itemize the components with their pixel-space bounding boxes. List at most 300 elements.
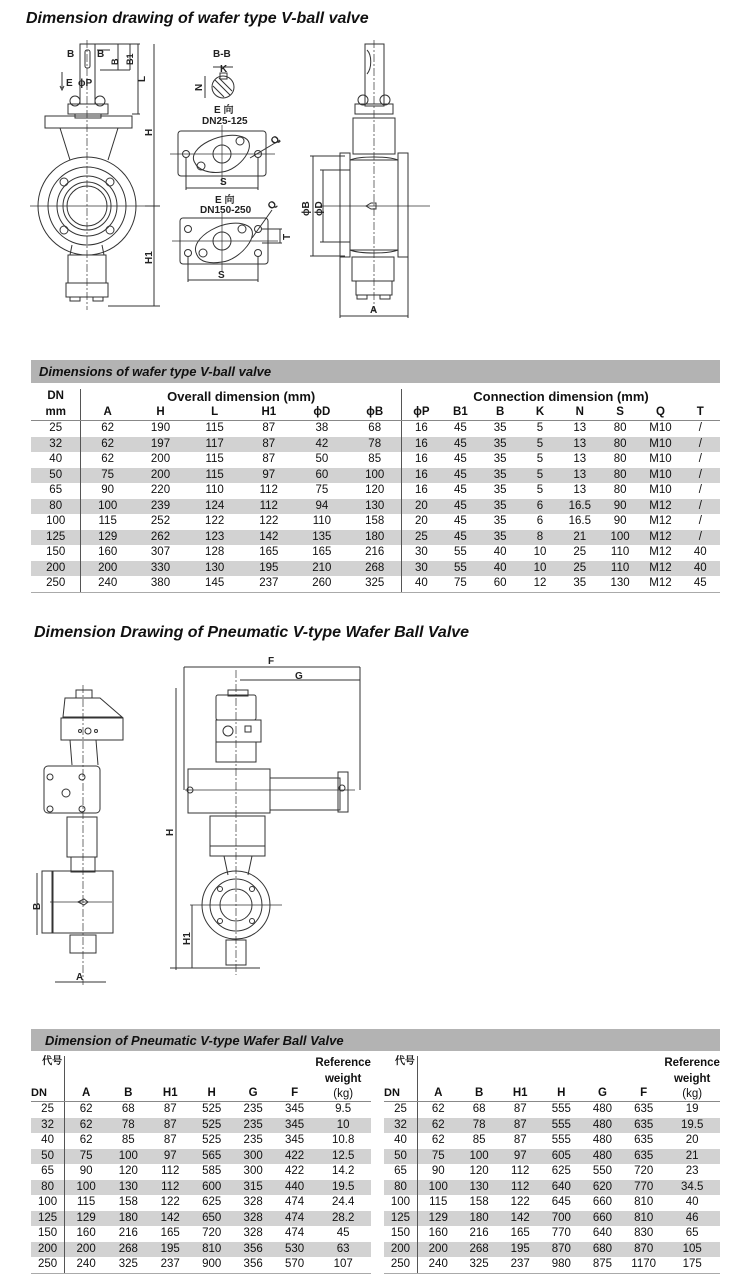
value-cell: 78 xyxy=(459,1118,500,1134)
dn-cell: 80 xyxy=(31,499,81,515)
value-cell: 200 xyxy=(417,1242,458,1258)
value-cell: M12 xyxy=(640,576,680,592)
value-cell: 20 xyxy=(401,499,440,515)
value-cell: 35 xyxy=(493,453,507,465)
value-cell: 115 xyxy=(76,1196,96,1208)
value-cell: 158 xyxy=(348,514,401,530)
svg-text:E: E xyxy=(66,78,73,89)
svg-text:DN150-250: DN150-250 xyxy=(200,205,252,216)
value-cell: 87 xyxy=(262,422,276,434)
value-cell: 62 xyxy=(79,1134,93,1146)
value-cell: 640 xyxy=(592,1227,613,1239)
value-cell: 130 xyxy=(600,576,640,592)
value-cell: 142 xyxy=(242,530,295,546)
value-cell: 100 xyxy=(107,1149,149,1165)
dn-cell: 200 xyxy=(31,1242,65,1258)
svg-text:Q: Q xyxy=(265,198,280,212)
value-cell: 30 xyxy=(401,561,440,577)
value-cell: 21 xyxy=(664,1149,720,1165)
value-cell: / xyxy=(698,484,702,496)
value-cell: 142 xyxy=(150,1211,191,1227)
connection-dimension-header: Connection dimension (mm) xyxy=(473,389,649,404)
table-row xyxy=(31,1226,371,1242)
dn-cell: 50 xyxy=(31,1149,65,1165)
value-cell: 640 xyxy=(541,1180,582,1196)
value-cell: 62 xyxy=(101,453,115,465)
value-cell: 9.5 xyxy=(335,1103,352,1115)
value-cell: 115 xyxy=(98,515,117,527)
value-cell: 85 xyxy=(348,452,401,468)
table-row xyxy=(384,1226,720,1242)
svg-text:ϕP: ϕP xyxy=(78,78,93,89)
value-cell: 900 xyxy=(191,1257,232,1273)
value-cell: / xyxy=(681,468,720,484)
value-cell: 75 xyxy=(315,484,329,496)
value-cell: 5 xyxy=(536,453,544,465)
value-cell: 220 xyxy=(150,484,171,496)
value-cell: 239 xyxy=(134,499,187,515)
value-cell: 625 xyxy=(551,1165,571,1177)
value-cell: 115 xyxy=(429,1196,448,1208)
value-cell: 97 xyxy=(150,1149,191,1165)
dn-label: DN xyxy=(384,1086,400,1099)
value-cell: 5 xyxy=(520,437,559,453)
value-cell: 62 xyxy=(431,1134,445,1146)
value-cell: 45 xyxy=(441,499,480,515)
value-cell: 175 xyxy=(664,1257,720,1273)
value-cell: 25 xyxy=(573,546,587,558)
dn-cell: 32 xyxy=(31,437,81,453)
value-cell: 356 xyxy=(232,1257,273,1273)
value-cell: 210 xyxy=(295,561,348,577)
svg-text:B: B xyxy=(110,58,120,65)
value-cell: 165 xyxy=(510,1227,530,1239)
value-cell: 356 xyxy=(232,1242,273,1258)
value-cell: 13 xyxy=(573,484,587,496)
value-cell: 480 xyxy=(582,1118,623,1134)
svg-text:DN25-125: DN25-125 xyxy=(202,116,248,127)
value-cell: 260 xyxy=(295,576,348,592)
value-cell: 35 xyxy=(560,576,600,592)
svg-text:B-B: B-B xyxy=(213,49,231,60)
dn-cell: 40 xyxy=(31,1133,65,1149)
dn-cell: 50 xyxy=(31,468,81,484)
value-cell: 20 xyxy=(685,1134,699,1146)
dn-header: DN xyxy=(31,389,81,405)
dn-cell: 25 xyxy=(384,1102,417,1118)
value-cell: 90 xyxy=(613,515,627,527)
value-cell: 122 xyxy=(510,1196,530,1208)
table-row xyxy=(384,1149,720,1165)
value-cell: 555 xyxy=(551,1103,571,1115)
value-cell: 20 xyxy=(414,515,428,527)
table-row xyxy=(31,1195,371,1211)
dn-cell: 40 xyxy=(31,452,81,468)
value-cell: 10 xyxy=(315,1118,371,1134)
value-cell: 115 xyxy=(205,422,224,434)
svg-text:T: T xyxy=(282,233,293,240)
value-cell: 240 xyxy=(65,1257,107,1273)
value-cell: 122 xyxy=(160,1196,180,1208)
value-cell: 62 xyxy=(101,422,115,434)
value-cell: 300 xyxy=(243,1165,263,1177)
value-cell: 555 xyxy=(541,1118,582,1134)
value-cell: 216 xyxy=(469,1227,489,1239)
value-cell: 870 xyxy=(623,1242,664,1258)
dn-cell: 150 xyxy=(384,1226,417,1242)
value-cell: 62 xyxy=(65,1118,107,1134)
value-cell: 16 xyxy=(401,437,440,453)
value-cell: 45 xyxy=(453,453,467,465)
value-cell: 325 xyxy=(107,1257,149,1273)
value-cell: M10 xyxy=(640,437,680,453)
value-cell: 422 xyxy=(285,1165,305,1177)
value-cell: 105 xyxy=(664,1242,720,1258)
value-cell: 870 xyxy=(541,1242,582,1258)
value-cell: 160 xyxy=(98,546,118,558)
value-cell: 635 xyxy=(634,1103,654,1115)
value-cell: 68 xyxy=(121,1103,135,1115)
value-cell: 80 xyxy=(600,437,640,453)
section1-title: Dimension drawing of wafer type V-ball valve xyxy=(26,10,369,27)
value-cell: 345 xyxy=(274,1118,315,1134)
value-cell: 115 xyxy=(205,453,224,465)
svg-text:H: H xyxy=(165,828,176,836)
dn-cell: 150 xyxy=(31,545,81,561)
value-cell: / xyxy=(698,453,702,465)
value-cell: 165 xyxy=(160,1227,180,1239)
value-cell: 13 xyxy=(573,453,587,465)
svg-text:G: G xyxy=(295,671,303,682)
svg-text:E 向: E 向 xyxy=(215,195,235,206)
dn-cell: 200 xyxy=(31,561,81,577)
value-cell: 122 xyxy=(205,515,225,527)
value-cell: 474 xyxy=(285,1227,305,1239)
svg-text:ϕD: ϕD xyxy=(314,201,325,216)
value-cell: 328 xyxy=(243,1227,263,1239)
value-cell: 28.2 xyxy=(315,1211,371,1227)
table-row xyxy=(31,1118,371,1134)
value-cell: M12 xyxy=(649,546,672,558)
value-cell: 30 xyxy=(414,546,428,558)
value-cell: 810 xyxy=(623,1211,664,1227)
dn-cell: 80 xyxy=(31,1180,65,1196)
value-cell: 16 xyxy=(414,453,428,465)
table-row xyxy=(384,1180,720,1196)
table2-left-single-acting: 代号 DN A B H1 H G F Reference weight (kg) 25 62 68 87 525 235 345 9.5 32 62 78 87 525 235 345 10 40 62 85 87 525 235 345 10.8 50 75 100 97 565 300 422 12.5 65 90 120 112 585 300 422 14.2 80 100 130 112 600 315 440 19.5 100 115 158 122 625 328 474 24.4 125 129 180 142 650 328 474 28.2 150 160 216 165 720 328 474 45 200 200 268 195 810 356 530 63 250 240 325 237 900 356 570 107 xyxy=(31,1056,371,1274)
table-row xyxy=(384,1118,720,1134)
value-cell: 24.4 xyxy=(331,1196,355,1208)
value-cell: 45 xyxy=(453,515,467,527)
value-cell: 112 xyxy=(242,499,295,515)
value-cell: 129 xyxy=(417,1211,458,1227)
value-cell: 142 xyxy=(500,1211,541,1227)
value-cell: 117 xyxy=(187,437,242,453)
svg-text:F: F xyxy=(268,656,275,667)
value-cell: 650 xyxy=(191,1211,232,1227)
value-cell: 110 xyxy=(205,484,224,496)
value-cell: 440 xyxy=(274,1180,315,1196)
svg-text:K: K xyxy=(220,64,228,75)
value-cell: 42 xyxy=(295,437,348,453)
value-cell: 123 xyxy=(187,530,242,546)
value-cell: 21 xyxy=(560,530,600,546)
value-cell: 235 xyxy=(232,1118,273,1134)
value-cell: 107 xyxy=(315,1257,371,1273)
svg-text:ϕB: ϕB xyxy=(301,201,312,216)
value-cell: 45 xyxy=(453,484,467,496)
value-cell: 120 xyxy=(118,1165,138,1177)
value-cell: 5 xyxy=(520,468,559,484)
dn-cell: 125 xyxy=(31,530,81,546)
value-cell: 60 xyxy=(295,468,348,484)
value-cell: 45 xyxy=(681,576,720,592)
value-cell: 13 xyxy=(573,422,587,434)
value-cell: 80 xyxy=(600,468,640,484)
value-cell: 10 xyxy=(533,546,547,558)
value-cell: 525 xyxy=(191,1118,232,1134)
table-row xyxy=(31,530,720,546)
value-cell: 35 xyxy=(493,422,507,434)
value-cell: 700 xyxy=(541,1211,582,1227)
code-label: 代号 xyxy=(394,1056,415,1067)
value-cell: / xyxy=(681,530,720,546)
flange-view-dn150-250 xyxy=(172,210,282,282)
value-cell: 97 xyxy=(242,468,295,484)
value-cell: 75 xyxy=(417,1149,458,1165)
table-row xyxy=(31,1180,371,1196)
table-row xyxy=(31,1149,371,1165)
value-cell: 200 xyxy=(81,561,134,577)
value-cell: 112 xyxy=(511,1165,530,1177)
svg-text:B1: B1 xyxy=(125,53,135,65)
value-cell: / xyxy=(681,499,720,515)
table-row xyxy=(31,1102,371,1118)
value-cell: 90 xyxy=(101,484,115,496)
value-cell: 55 xyxy=(441,561,480,577)
table-row xyxy=(31,576,720,592)
value-cell: 180 xyxy=(107,1211,149,1227)
value-cell: 165 xyxy=(312,546,332,558)
table2-header-bar: Dimension of Pneumatic V-type Wafer Ball Valve xyxy=(31,1029,720,1051)
value-cell: 100 xyxy=(417,1180,458,1196)
value-cell: 50 xyxy=(315,453,329,465)
value-cell: 87 xyxy=(163,1134,177,1146)
value-cell: 720 xyxy=(202,1227,222,1239)
pneumatic-side-view xyxy=(37,685,123,985)
table-row xyxy=(384,1257,720,1273)
value-cell: 16.5 xyxy=(568,515,591,527)
value-cell: 550 xyxy=(592,1165,613,1177)
value-cell: 35 xyxy=(480,468,520,484)
table2-right-double-acting: 代号 DN A B H1 H G F Reference weight (kg) 25 62 68 87 555 480 635 19 32 62 78 87 555 480 635 19.5 40 62 85 87 555 480 635 20 50 75 100 97 605 480 635 21 65 90 120 112 625 550 720 23 80 100 130 112 640 620 770 34.5 100 115 158 122 645 660 810 40 125 129 180 142 700 660 810 46 150 160 216 165 770 640 830 65 200 200 268 195 870 680 870 105 250 240 325 237 980 875 1170 175 xyxy=(384,1056,720,1274)
value-cell: 600 xyxy=(191,1180,232,1196)
svg-text:S: S xyxy=(218,270,225,281)
value-cell: 100 xyxy=(65,1180,107,1196)
value-cell: 565 xyxy=(191,1149,232,1165)
value-cell: 635 xyxy=(623,1149,664,1165)
value-cell: M10 xyxy=(649,484,672,496)
value-cell: 197 xyxy=(134,437,187,453)
table-row xyxy=(384,1133,720,1149)
value-cell: 38 xyxy=(315,422,329,434)
value-cell: 110 xyxy=(312,515,332,527)
value-cell: 65 xyxy=(685,1227,699,1239)
value-cell: 35 xyxy=(480,499,520,515)
value-cell: 100 xyxy=(81,499,134,515)
svg-text:A: A xyxy=(370,305,378,316)
value-cell: 135 xyxy=(295,530,348,546)
value-cell: 80 xyxy=(613,484,627,496)
value-cell: 480 xyxy=(592,1103,613,1115)
value-cell: 40 xyxy=(681,561,720,577)
value-cell: 555 xyxy=(551,1134,571,1146)
value-cell: 87 xyxy=(163,1103,177,1115)
value-cell: 40 xyxy=(480,561,520,577)
svg-text:H1: H1 xyxy=(144,251,155,264)
svg-text:H: H xyxy=(144,128,155,136)
value-cell: 40 xyxy=(493,546,507,558)
dn-cell: 50 xyxy=(384,1149,417,1165)
value-cell: 165 xyxy=(259,546,279,558)
value-cell: 35 xyxy=(480,437,520,453)
value-cell: 112 xyxy=(150,1180,191,1196)
table-row xyxy=(384,1211,720,1227)
value-cell: 100 xyxy=(348,468,401,484)
pneumatic-front-view xyxy=(170,667,360,975)
value-cell: 216 xyxy=(118,1227,138,1239)
value-cell: 16 xyxy=(414,484,428,496)
value-cell: 16 xyxy=(414,422,428,434)
value-cell: 480 xyxy=(582,1149,623,1165)
value-cell: 328 xyxy=(232,1211,273,1227)
value-cell: 307 xyxy=(150,546,171,558)
value-cell: M12 xyxy=(649,515,672,527)
value-cell: 325 xyxy=(459,1257,500,1273)
value-cell: 75 xyxy=(65,1149,107,1165)
value-cell: 25 xyxy=(560,561,600,577)
dn-cell: 80 xyxy=(384,1180,417,1196)
table-row xyxy=(384,1195,720,1211)
value-cell: 240 xyxy=(81,576,134,592)
value-cell: 130 xyxy=(187,561,242,577)
value-cell: 128 xyxy=(205,546,225,558)
value-cell: 6 xyxy=(536,515,544,527)
value-cell: 87 xyxy=(513,1134,527,1146)
table-row xyxy=(31,1257,371,1273)
value-cell: 35 xyxy=(493,484,507,496)
code-label: 代号 xyxy=(42,1056,63,1067)
value-cell: 635 xyxy=(623,1118,664,1134)
side-view xyxy=(310,40,430,318)
value-cell: 5 xyxy=(536,422,544,434)
value-cell: 62 xyxy=(431,1103,445,1115)
value-cell: 100 xyxy=(600,530,640,546)
value-cell: 115 xyxy=(187,468,242,484)
value-cell: 34.5 xyxy=(664,1180,720,1196)
table-row xyxy=(31,1211,371,1227)
value-cell: 422 xyxy=(274,1149,315,1165)
value-cell: 87 xyxy=(513,1103,527,1115)
value-cell: 235 xyxy=(243,1103,263,1115)
value-cell: 325 xyxy=(348,576,401,592)
value-cell: 237 xyxy=(150,1257,191,1273)
value-cell: 112 xyxy=(500,1180,541,1196)
value-cell: 75 xyxy=(441,576,480,592)
dn-cell: 200 xyxy=(384,1242,417,1258)
svg-text:N: N xyxy=(194,83,205,91)
value-cell: 35 xyxy=(480,530,520,546)
value-cell: 10.8 xyxy=(331,1134,355,1146)
dn-cell: 65 xyxy=(31,1164,65,1180)
value-cell: 45 xyxy=(441,437,480,453)
value-cell: 158 xyxy=(118,1196,138,1208)
value-cell: 625 xyxy=(202,1196,222,1208)
dn-cell: 32 xyxy=(384,1118,417,1134)
value-cell: M10 xyxy=(640,468,680,484)
value-cell: 474 xyxy=(274,1211,315,1227)
value-cell: 46 xyxy=(664,1211,720,1227)
dn-cell: 100 xyxy=(31,514,81,530)
value-cell: 345 xyxy=(285,1103,305,1115)
value-cell: 200 xyxy=(150,453,171,465)
value-cell: 570 xyxy=(274,1257,315,1273)
dn-label: DN xyxy=(31,1086,47,1099)
value-cell: 810 xyxy=(191,1242,232,1258)
table-row xyxy=(31,1164,371,1180)
value-cell: 195 xyxy=(500,1242,541,1258)
dn-cell: 65 xyxy=(31,483,81,499)
value-cell: 78 xyxy=(348,437,401,453)
value-cell: 87 xyxy=(262,453,276,465)
svg-text:H1: H1 xyxy=(182,932,193,945)
value-cell: 585 xyxy=(202,1165,222,1177)
svg-text:A: A xyxy=(76,972,84,983)
value-cell: / xyxy=(698,515,702,527)
value-cell: 60 xyxy=(480,576,520,592)
dn-cell: 125 xyxy=(31,1211,65,1227)
value-cell: 19 xyxy=(685,1103,699,1115)
value-cell: 680 xyxy=(582,1242,623,1258)
value-cell: 13 xyxy=(560,468,600,484)
value-cell: 62 xyxy=(417,1118,458,1134)
value-cell: M12 xyxy=(640,499,680,515)
value-cell: 90 xyxy=(79,1165,93,1177)
value-cell: 635 xyxy=(634,1134,654,1146)
value-cell: / xyxy=(681,437,720,453)
value-cell: 16.5 xyxy=(560,499,600,515)
table1-header-bar: Dimensions of wafer type V-ball valve xyxy=(31,360,720,383)
value-cell: 268 xyxy=(459,1242,500,1258)
value-cell: 660 xyxy=(582,1211,623,1227)
value-cell: 16 xyxy=(401,468,440,484)
value-cell: 75 xyxy=(81,468,134,484)
value-cell: 112 xyxy=(161,1165,180,1177)
value-cell: 6 xyxy=(520,499,559,515)
table-row xyxy=(384,1102,720,1118)
table-row xyxy=(31,1242,371,1258)
value-cell: 97 xyxy=(500,1149,541,1165)
table-row xyxy=(31,421,720,437)
value-cell: 45 xyxy=(453,422,467,434)
value-cell: 25 xyxy=(401,530,440,546)
value-cell: 80 xyxy=(613,453,627,465)
dn-cell: 250 xyxy=(31,576,81,592)
value-cell: M10 xyxy=(649,422,672,434)
value-cell: 810 xyxy=(634,1196,654,1208)
value-cell: 12.5 xyxy=(315,1149,371,1165)
value-cell: 5 xyxy=(536,484,544,496)
